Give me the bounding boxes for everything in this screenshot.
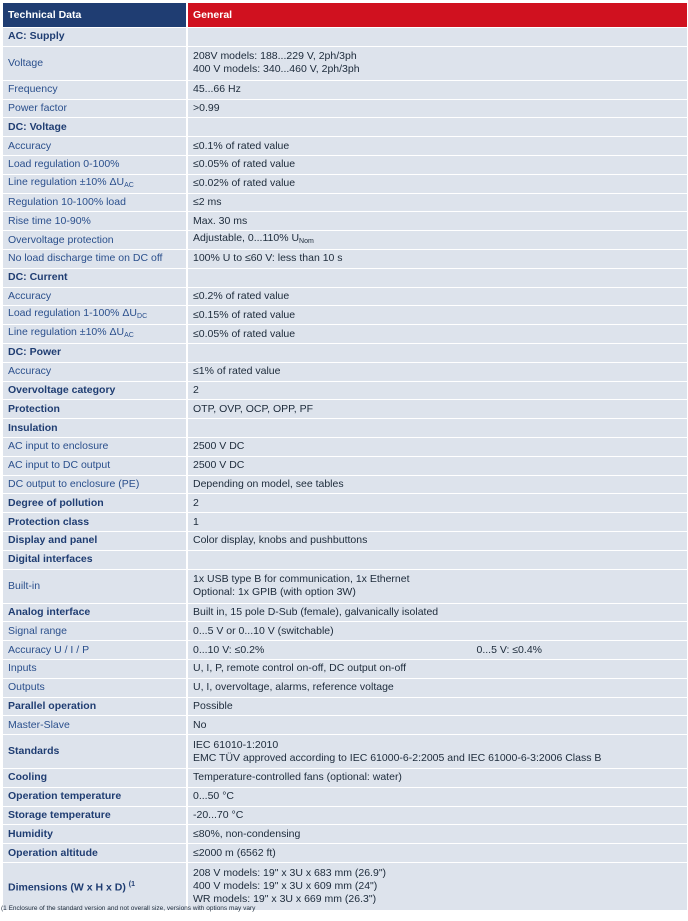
row-label: Load regulation 0-100% <box>3 156 186 174</box>
row-label: Storage temperature <box>3 807 186 825</box>
table-row <box>3 660 687 678</box>
row-value: U, I, P, remote control on-off, DC output on-off <box>188 660 687 678</box>
header-general: General <box>188 3 687 27</box>
row-value: 45...66 Hz <box>188 81 687 99</box>
section-digital-interfaces: Digital interfaces <box>3 551 186 569</box>
technical-data-table <box>1 2 688 911</box>
table-header-row <box>3 3 687 27</box>
section-ac-supply: AC: Supply <box>3 28 186 46</box>
row-value: 2500 V DC <box>188 438 687 456</box>
row-value: ≤1% of rated value <box>188 363 687 381</box>
section-dc-current: DC: Current <box>3 269 186 287</box>
table-row <box>3 306 687 324</box>
row-label: Overvoltage protection <box>3 231 186 249</box>
section-row <box>3 28 687 46</box>
row-value: Max. 30 ms <box>188 212 687 230</box>
row-value: ≤2000 m (6562 ft) <box>188 844 687 862</box>
table-row <box>3 476 687 494</box>
row-label: Dimensions (W x H x D) $^{(1}$ <box>3 863 186 910</box>
row-value: Depending on model, see tables <box>188 476 687 494</box>
table-row <box>3 698 687 716</box>
row-label: DC output to enclosure (PE) <box>3 476 186 494</box>
row-value: OTP, OVP, OCP, OPP, PF <box>188 400 687 418</box>
table-row <box>3 212 687 230</box>
table-row <box>3 532 687 550</box>
row-label: Cooling <box>3 769 186 787</box>
section-row <box>3 118 687 136</box>
table-row <box>3 513 687 531</box>
row-label: Rise time 10-90% <box>3 212 186 230</box>
row-value: ≤2 ms <box>188 194 687 212</box>
row-value: Color display, knobs and pushbuttons <box>188 532 687 550</box>
row-label: AC input to enclosure <box>3 438 186 456</box>
row-value: ≤0.1% of rated value <box>188 137 687 155</box>
row-value: Adjustable, 0...110% $U_{Nom}$ <box>188 231 687 249</box>
row-value: 1x USB type B for communication, 1x Ethernet Optional: 1x GPIB (with option 3W) <box>188 570 687 603</box>
row-value: 2 <box>188 494 687 512</box>
table-row <box>3 288 687 306</box>
table-row <box>3 156 687 174</box>
table-row <box>3 100 687 118</box>
table-row <box>3 807 687 825</box>
row-label: Power factor <box>3 100 186 118</box>
row-value: ≤0.02% of rated value <box>188 175 687 193</box>
row-value: ≤80%, non-condensing <box>188 825 687 843</box>
row-value: 208 V models: 19" x 3U x 683 mm (26.9") 400 V models: 19" x 3U x 609 mm (24") WR models: 19" x 3U x 669 mm (26.3") <box>188 863 687 910</box>
table-row <box>3 382 687 400</box>
table-row <box>3 716 687 734</box>
row-label: AC input to DC output <box>3 457 186 475</box>
section-dc-power: DC: Power <box>3 344 186 362</box>
row-value: >0.99 <box>188 100 687 118</box>
row-value: IEC 61010-1:2010 EMC TÜV approved according to IEC 61000-6-2:2005 and IEC 61000-6-3:2006 Class B <box>188 735 687 768</box>
table-row <box>3 81 687 99</box>
row-value: Possible <box>188 698 687 716</box>
table-row <box>3 641 687 659</box>
table-row <box>3 604 687 622</box>
section-row <box>3 344 687 362</box>
row-value: 2 <box>188 382 687 400</box>
row-label: Degree of pollution <box>3 494 186 512</box>
table-row <box>3 844 687 862</box>
table-row <box>3 137 687 155</box>
row-label: Line regulation ±10% $\Delta U_{AC}$ <box>3 325 186 343</box>
table-row <box>3 863 687 910</box>
row-label: Built-in <box>3 570 186 603</box>
row-label: Operation temperature <box>3 788 186 806</box>
row-label: Parallel operation <box>3 698 186 716</box>
row-label: Load regulation 1-100% $\Delta U_{DC}$ <box>3 306 186 324</box>
row-label: Protection class <box>3 513 186 531</box>
row-label: Master-Slave <box>3 716 186 734</box>
table-row <box>3 231 687 249</box>
row-label: Overvoltage category <box>3 382 186 400</box>
row-label: Accuracy U / I / P <box>3 641 186 659</box>
row-label: Frequency <box>3 81 186 99</box>
table-row <box>3 735 687 768</box>
table-row <box>3 194 687 212</box>
row-label: Operation altitude <box>3 844 186 862</box>
row-label: Display and panel <box>3 532 186 550</box>
row-label: Protection <box>3 400 186 418</box>
row-label: No load discharge time on DC off <box>3 250 186 268</box>
row-label: Accuracy <box>3 363 186 381</box>
table-row <box>3 457 687 475</box>
row-value: Built in, 15 pole D-Sub (female), galvanically isolated <box>188 604 687 622</box>
table-row <box>3 570 687 603</box>
row-value: No <box>188 716 687 734</box>
header-technical-data: Technical Data <box>3 3 186 27</box>
table-row <box>3 363 687 381</box>
row-label: Accuracy <box>3 137 186 155</box>
row-label: Regulation 10-100% load <box>3 194 186 212</box>
row-label: Inputs <box>3 660 186 678</box>
row-label: Signal range <box>3 622 186 640</box>
row-label: Humidity <box>3 825 186 843</box>
row-label: Voltage <box>3 47 186 80</box>
section-row <box>3 419 687 437</box>
section-row <box>3 269 687 287</box>
table-row <box>3 400 687 418</box>
row-value: 100% U to ≤60 V: less than 10 s <box>188 250 687 268</box>
row-value: Temperature-controlled fans (optional: water) <box>188 769 687 787</box>
row-value: 2500 V DC <box>188 457 687 475</box>
row-value: -20...70 °C <box>188 807 687 825</box>
row-label: Outputs <box>3 679 186 697</box>
footnote: (1 Enclosure of the standard version and not overall size, versions with options may vary <box>1 905 256 912</box>
table-row <box>3 438 687 456</box>
table-row <box>3 769 687 787</box>
table-row <box>3 250 687 268</box>
table-row <box>3 494 687 512</box>
row-label: Accuracy <box>3 288 186 306</box>
row-value: 1 <box>188 513 687 531</box>
section-insulation: Insulation <box>3 419 186 437</box>
section-row <box>3 551 687 569</box>
row-label: Line regulation ±10% $\Delta U_{AC}$ <box>3 175 186 193</box>
table-row <box>3 325 687 343</box>
table-row <box>3 622 687 640</box>
row-label: Standards <box>3 735 186 768</box>
row-value: ≤0.15% of rated value <box>188 306 687 324</box>
row-value: ≤0.2% of rated value <box>188 288 687 306</box>
table-row <box>3 175 687 193</box>
row-value: 0...50 °C <box>188 788 687 806</box>
table-row <box>3 47 687 80</box>
row-value: ≤0.05% of rated value <box>188 156 687 174</box>
row-value: ≤0.05% of rated value <box>188 325 687 343</box>
section-dc-voltage: DC: Voltage <box>3 118 186 136</box>
row-value: 208V models: 188...229 V, 2ph/3ph 400 V models: 340...460 V, 2ph/3ph <box>188 47 687 80</box>
row-label: Analog interface <box>3 604 186 622</box>
table-row <box>3 825 687 843</box>
row-value: 0...10 V: ≤0.2% 0...5 V: ≤0.4% <box>188 641 687 659</box>
row-value: U, I, overvoltage, alarms, reference voltage <box>188 679 687 697</box>
table-row <box>3 788 687 806</box>
table-row <box>3 679 687 697</box>
row-value: 0...5 V or 0...10 V (switchable) <box>188 622 687 640</box>
